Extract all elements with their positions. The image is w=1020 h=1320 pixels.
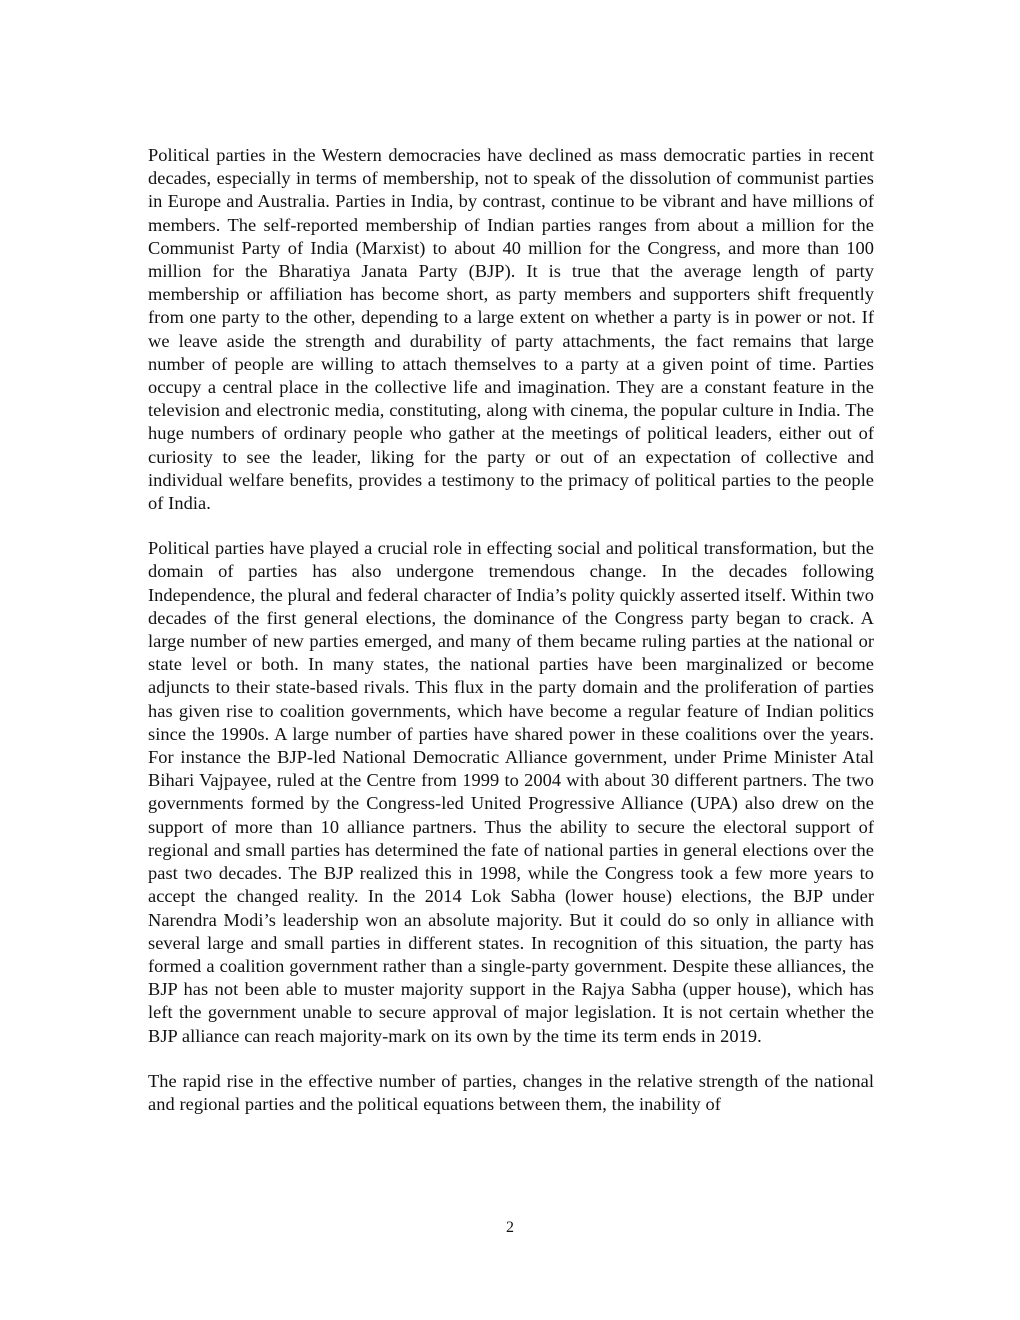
body-paragraph-1: Political parties in the Western democracies have declined as mass democratic parties in recent decades, especially in terms of membership, not to speak of the dissolution of communist parties in Europe and Australia. Parties in India, by contrast, continue to be vibrant and have millions of members. The self-reported membership of Indian parties ranges from about a million for the Communist Party of India (Marxist) to about 40 million for the Congress, and more than 100 million for the Bharatiya Janata Party (BJP). It is true that the average length of party membership or affiliation has become short, as party members and supporters shift frequently from one party to the other, depending to a large extent on whether a party is in power or not. If we leave aside the strength and durability of party attachments, the fact remains that large number of people are willing to attach themselves to a party at a given point of time. Parties occupy a central place in the collective life and imagination. They are a constant feature in the television and electronic media, constituting, along with cinema, the popular culture in India. The huge numbers of ordinary people who gather at the meetings of political leaders, either out of curiosity to see the leader, liking for the party or out of an expectation of collective and individual welfare benefits, provides a testimony to the primacy of political parties to the people of India.: [148, 145, 874, 514]
body-text-column: [148, 144, 874, 1116]
page-number-footer: 2: [506, 1219, 514, 1236]
body-paragraph-3: The rapid rise in the effective number of parties, changes in the relative strength of the national and regional parties and the political equations between them, the inability of: [148, 1070, 874, 1114]
body-paragraph-2: Political parties have played a crucial role in effecting social and political transformation, but the domain of parties has also undergone tremendous change. In the decades following Independence, the plural and federal character of India’s polity quickly asserted itself. Within two decades of the first general elections, the dominance of the Congress party began to crack. A large number of new parties emerged, and many of them became ruling parties at the national or state level or both. In many states, the national parties have been marginalized or become adjuncts to their state-based rivals. This flux in the party domain and the proliferation of parties has given rise to coalition governments, which have become a regular feature of Indian politics since the 1990s. A large number of parties have shared power in these coalitions over the years. For instance the BJP-led National Democratic Alliance government, under Prime Minister Atal Bihari Vajpayee, ruled at the Centre from 1999 to 2004 with about 30 different partners. The two governments formed by the Congress-led United Progressive Alliance (UPA) also drew on the support of more than 10 alliance partners. Thus the ability to secure the electoral support of regional and small parties has determined the fate of national parties in general elections over the past two decades. The BJP realized this in 1998, while the Congress took a few more years to accept the changed reality. In the 2014 Lok Sabha (lower house) elections, the BJP under Narendra Modi’s leadership won an absolute majority. But it could do so only in alliance with several large and small parties in different states. In recognition of this situation, the party has formed a coalition government rather than a single-party government. Despite these alliances, the BJP has not been able to muster majority support in the Rajya Sabha (upper house), which has left the government unable to secure approval of major legislation. It is not certain whether the BJP alliance can reach majority-mark on its own by the time its term ends in 2019.: [148, 538, 874, 1046]
